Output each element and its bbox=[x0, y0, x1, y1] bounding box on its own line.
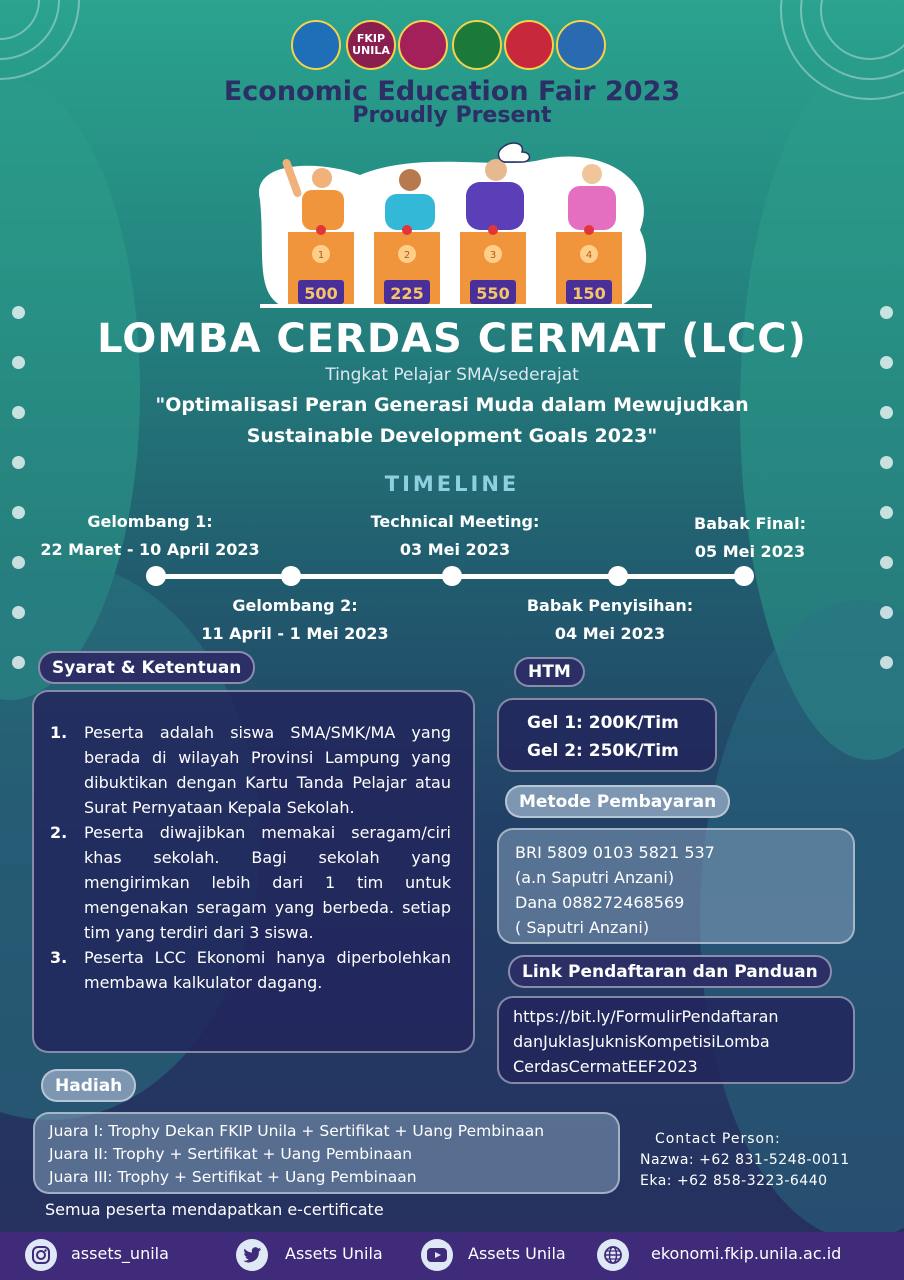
prize-third: Juara III: Trophy + Sertifikat + Uang Pembinaan bbox=[49, 1168, 417, 1186]
side-dot bbox=[12, 656, 25, 669]
payment-box bbox=[497, 828, 855, 944]
rule-item bbox=[44, 945, 451, 995]
floor-line bbox=[260, 304, 652, 308]
rules-list bbox=[44, 720, 451, 995]
htm-gel1: Gel 1: 200K/Tim bbox=[527, 713, 679, 733]
rule-number: 1. bbox=[50, 723, 68, 742]
prize-second: Juara II: Trophy + Sertifikat + Uang Pembinaan bbox=[49, 1145, 413, 1163]
theme-line-1: "Optimalisasi Peran Generasi Muda dalam Mewujudkan bbox=[155, 394, 749, 416]
timeline-wave2 bbox=[170, 592, 420, 648]
event-title: Economic Education Fair 2023 bbox=[223, 76, 681, 107]
htm-gel2: Gel 2: 250K/Tim bbox=[527, 741, 679, 761]
timeline-point bbox=[608, 566, 628, 586]
payment-line-2: (a.n Saputri Anzani) bbox=[515, 868, 675, 887]
timeline-tm-date: 03 Mei 2023 bbox=[399, 540, 511, 559]
podium-number: 3 bbox=[489, 250, 497, 261]
twitter-icon[interactable] bbox=[236, 1239, 268, 1271]
contact-eka[interactable]: Eka: +62 858-3223-6440 bbox=[640, 1173, 828, 1189]
podium-score: 500 bbox=[304, 284, 338, 303]
prizes-box bbox=[33, 1112, 620, 1194]
event-subtitle: Proudly Present bbox=[352, 103, 552, 128]
payment-heading: Metode Pembayaran bbox=[505, 785, 730, 818]
side-dot bbox=[12, 456, 25, 469]
globe-icon[interactable] bbox=[597, 1239, 629, 1271]
competition-level: Tingkat Pelajar SMA/sederajat bbox=[325, 365, 579, 385]
timeline-point bbox=[281, 566, 301, 586]
timeline-prelim-date: 04 Mei 2023 bbox=[554, 624, 666, 643]
himasakta-logo bbox=[452, 20, 502, 70]
timeline-prelim-label: Babak Penyisihan: bbox=[526, 596, 694, 615]
contact-heading: Contact Person: bbox=[655, 1131, 781, 1147]
side-dot bbox=[880, 656, 893, 669]
timeline-tm-label: Technical Meeting: bbox=[370, 512, 540, 531]
youtube-handle[interactable]: Assets Unila bbox=[468, 1244, 566, 1263]
registration-heading: Link Pendaftaran dan Panduan bbox=[508, 955, 832, 988]
prize-first: Juara I: Trophy Dekan FKIP Unila + Sertifikat + Uang Pembinaan bbox=[49, 1122, 545, 1140]
htm-box bbox=[497, 698, 717, 772]
instagram-icon[interactable] bbox=[25, 1239, 57, 1271]
instagram-handle[interactable]: assets_unila bbox=[71, 1244, 169, 1263]
timeline-final bbox=[660, 510, 840, 566]
contestant-head bbox=[582, 164, 602, 184]
rule-item bbox=[44, 820, 451, 945]
rule-text: Peserta adalah siswa SMA/SMK/MA yang berada di wilayah Provinsi Lampung yang dibuktikan dengan Kartu Tanda Pelajar atau Surat Pernyataan Kepala Sekolah. bbox=[84, 723, 451, 817]
payment-line-4: ( Saputri Anzani) bbox=[515, 918, 650, 937]
competition-title: LOMBA CERDAS CERMAT (LCC) bbox=[97, 316, 807, 362]
payment-line-1: BRI 5809 0103 5821 537 bbox=[515, 843, 715, 862]
registration-link-line-1[interactable]: https://bit.ly/FormulirPendaftaran bbox=[513, 1007, 779, 1026]
side-dot bbox=[12, 606, 25, 619]
rule-item bbox=[44, 720, 451, 820]
timeline-wave1-date: 22 Maret - 10 April 2023 bbox=[40, 540, 260, 559]
timeline-wave1 bbox=[20, 508, 280, 564]
podium-number: 2 bbox=[403, 250, 411, 261]
rules-box bbox=[32, 690, 475, 1053]
timeline-technical-meeting bbox=[320, 508, 590, 564]
podium-score: 225 bbox=[390, 284, 424, 303]
side-dot bbox=[880, 606, 893, 619]
bem-logo bbox=[504, 20, 554, 70]
podium-score: 550 bbox=[476, 284, 510, 303]
website-url[interactable]: ekonomi.fkip.unila.ac.id bbox=[651, 1244, 842, 1263]
podium-score: 150 bbox=[572, 284, 606, 303]
timeline-point bbox=[734, 566, 754, 586]
timeline-point bbox=[146, 566, 166, 586]
htm-heading: HTM bbox=[514, 657, 585, 687]
theme-line-2: Sustainable Development Goals 2023" bbox=[246, 425, 658, 447]
prizes-note: Semua peserta mendapatkan e-certificate bbox=[45, 1200, 384, 1219]
side-dot bbox=[880, 456, 893, 469]
side-dot bbox=[880, 506, 893, 519]
timeline-wave2-date: 11 April - 1 Mei 2023 bbox=[201, 624, 389, 643]
registration-link-line-3[interactable]: CerdasCermatEEF2023 bbox=[513, 1057, 698, 1076]
timeline-wave1-label: Gelombang 1: bbox=[87, 512, 213, 531]
timeline-final-label: Babak Final: bbox=[694, 514, 806, 533]
podium-number: 4 bbox=[585, 250, 593, 261]
unila-logo bbox=[291, 20, 341, 70]
contestant-head bbox=[312, 168, 332, 188]
timeline-point bbox=[442, 566, 462, 586]
contestant-body bbox=[302, 190, 344, 230]
youtube-icon[interactable] bbox=[421, 1239, 453, 1271]
thought-bubble bbox=[499, 143, 530, 162]
timeline-heading: TIMELINE bbox=[384, 472, 520, 496]
hmj-logo bbox=[398, 20, 448, 70]
side-dot bbox=[880, 556, 893, 569]
timeline-wave2-label: Gelombang 2: bbox=[232, 596, 358, 615]
quiz-illustration bbox=[240, 140, 670, 315]
contestant-body bbox=[385, 194, 435, 230]
contestant-body bbox=[466, 182, 524, 230]
fkip-unila-logo: FKIP UNILA bbox=[346, 20, 396, 70]
prizes-heading: Hadiah bbox=[41, 1069, 136, 1102]
rule-number: 2. bbox=[50, 823, 68, 842]
podium-number: 1 bbox=[317, 250, 325, 261]
contact-nazwa[interactable]: Nazwa: +62 831-5248-0011 bbox=[640, 1152, 850, 1168]
rules-heading: Syarat & Ketentuan bbox=[38, 651, 255, 684]
registration-link-line-2[interactable]: danJukIasJuknisKompetisiLomba bbox=[513, 1032, 770, 1051]
corner-ring bbox=[0, 0, 80, 80]
assets-logo bbox=[556, 20, 606, 70]
twitter-handle[interactable]: Assets Unila bbox=[285, 1244, 383, 1263]
rule-number: 3. bbox=[50, 948, 68, 967]
contestant-body bbox=[568, 186, 616, 230]
contestant-head bbox=[399, 169, 421, 191]
timeline-preliminary bbox=[495, 592, 725, 648]
timeline-final-date: 05 Mei 2023 bbox=[694, 542, 806, 561]
payment-line-3: Dana 088272468569 bbox=[515, 893, 685, 912]
rule-text: Peserta LCC Ekonomi hanya diperbolehkan membawa kalkulator dagang. bbox=[84, 948, 451, 992]
rule-text: Peserta diwajibkan memakai seragam/ciri khas sekolah. Bagi sekolah yang mengirimkan lebih dari 1 tim untuk mengenakan seragam yang berbeda. setiap tim yang terdiri dari 3 siswa. bbox=[84, 823, 451, 942]
registration-box[interactable] bbox=[497, 996, 855, 1084]
